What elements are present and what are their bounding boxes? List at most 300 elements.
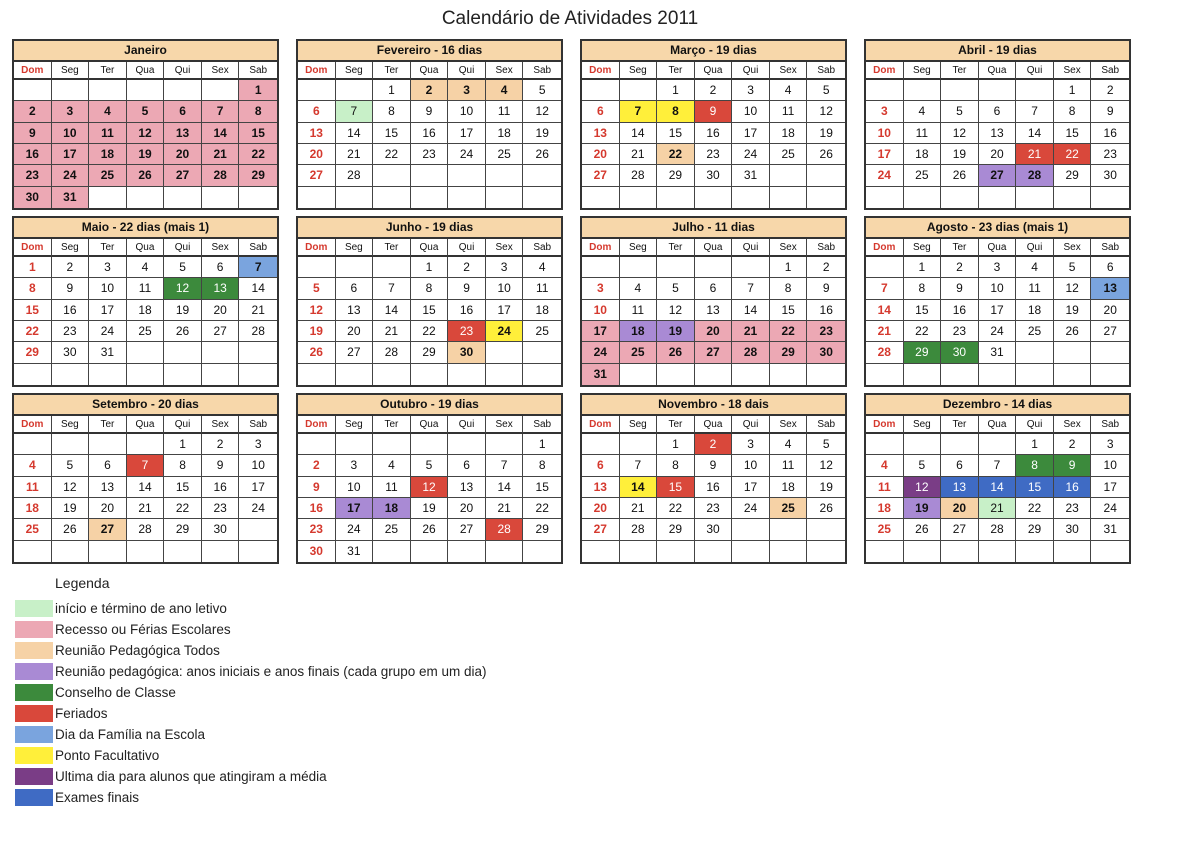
- day-cell: 1: [164, 434, 202, 455]
- day-cell: 12: [807, 455, 845, 476]
- empty-cell: [770, 519, 808, 540]
- day-cell: 7: [979, 455, 1017, 476]
- day-cell: 10: [336, 477, 374, 498]
- day-cell: 21: [336, 144, 374, 165]
- day-cell: 4: [486, 80, 524, 101]
- day-cell: 11: [127, 278, 165, 299]
- empty-cell: [582, 80, 620, 101]
- legend-item: [15, 661, 487, 682]
- day-cell: 11: [89, 123, 127, 144]
- legend-swatch: [15, 600, 53, 617]
- weekday-header: Qua: [127, 239, 165, 257]
- weekday-header: Seg: [336, 239, 374, 257]
- day-cell: 25: [14, 519, 52, 540]
- legend-items: [15, 598, 487, 808]
- day-cell: 1: [373, 80, 411, 101]
- weekday-header: Ter: [941, 239, 979, 257]
- day-cell: 4: [89, 101, 127, 122]
- day-cell: 19: [941, 144, 979, 165]
- weekday-header: Dom: [298, 62, 336, 80]
- day-cell: 4: [904, 101, 942, 122]
- day-cell: 21: [127, 498, 165, 519]
- weekday-header: Qui: [1016, 62, 1054, 80]
- weekday-header: Qua: [127, 416, 165, 434]
- empty-cell: [448, 364, 486, 385]
- empty-cell: [52, 541, 90, 562]
- day-cell: 22: [373, 144, 411, 165]
- day-cell: 16: [202, 477, 240, 498]
- legend-item: [15, 598, 487, 619]
- day-cell: 17: [239, 477, 277, 498]
- day-cell: 28: [1016, 165, 1054, 186]
- day-cell: 11: [486, 101, 524, 122]
- day-cell: 10: [732, 101, 770, 122]
- day-cell: 15: [523, 477, 561, 498]
- weekday-header: Sex: [202, 62, 240, 80]
- day-cell: 22: [523, 498, 561, 519]
- day-cell: 20: [941, 498, 979, 519]
- day-cell: 2: [411, 80, 449, 101]
- day-cell: 8: [164, 455, 202, 476]
- weekday-header: Ter: [373, 416, 411, 434]
- day-cell: 24: [866, 165, 904, 186]
- day-cell: 28: [336, 165, 374, 186]
- day-cell: 9: [1091, 101, 1129, 122]
- day-cell: 24: [448, 144, 486, 165]
- weekday-header: Seg: [904, 62, 942, 80]
- empty-cell: [866, 257, 904, 278]
- day-cell: 14: [239, 278, 277, 299]
- empty-cell: [582, 434, 620, 455]
- empty-cell: [732, 519, 770, 540]
- day-cell: 13: [202, 278, 240, 299]
- day-cell: 11: [770, 455, 808, 476]
- empty-cell: [1091, 187, 1129, 208]
- day-cell: 22: [411, 321, 449, 342]
- day-cell: 25: [770, 144, 808, 165]
- empty-cell: [620, 434, 658, 455]
- empty-cell: [523, 342, 561, 363]
- day-cell: 23: [1091, 144, 1129, 165]
- day-cell: 26: [164, 321, 202, 342]
- empty-cell: [52, 364, 90, 385]
- weekday-header: Dom: [866, 416, 904, 434]
- day-cell: 17: [732, 123, 770, 144]
- day-cell: 10: [1091, 455, 1129, 476]
- day-cell: 15: [373, 123, 411, 144]
- legend-swatch: [15, 747, 53, 764]
- weekday-header: Dom: [582, 62, 620, 80]
- day-cell: 10: [486, 278, 524, 299]
- legend-item: [15, 787, 487, 808]
- day-cell: 7: [486, 455, 524, 476]
- day-cell: 11: [866, 477, 904, 498]
- day-cell: 20: [164, 144, 202, 165]
- empty-cell: [732, 541, 770, 562]
- day-cell: 5: [411, 455, 449, 476]
- month-title: Maio - 22 dias (mais 1): [14, 218, 277, 239]
- day-cell: 26: [904, 519, 942, 540]
- month-title: Abril - 19 dias: [866, 41, 1129, 62]
- empty-cell: [411, 364, 449, 385]
- empty-cell: [695, 541, 733, 562]
- empty-cell: [373, 364, 411, 385]
- day-cell: 30: [14, 187, 52, 208]
- weekday-header: Qua: [979, 62, 1017, 80]
- day-cell: 30: [695, 165, 733, 186]
- weekday-header: Seg: [620, 239, 658, 257]
- day-cell: 22: [164, 498, 202, 519]
- day-cell: 21: [620, 144, 658, 165]
- empty-cell: [657, 364, 695, 385]
- month-title: Fevereiro - 16 dias: [298, 41, 561, 62]
- empty-cell: [89, 434, 127, 455]
- day-cell: 2: [202, 434, 240, 455]
- empty-cell: [336, 257, 374, 278]
- day-cell: 24: [582, 342, 620, 363]
- legend-item: [15, 703, 487, 724]
- empty-cell: [941, 541, 979, 562]
- month-title: Novembro - 18 dais: [582, 395, 845, 416]
- month-calendar: [864, 393, 1131, 564]
- weekday-header: Sab: [523, 62, 561, 80]
- empty-cell: [239, 541, 277, 562]
- empty-cell: [164, 80, 202, 101]
- day-cell: 14: [336, 123, 374, 144]
- day-cell: 23: [202, 498, 240, 519]
- legend-item: [15, 682, 487, 703]
- weekday-header: Sex: [1054, 239, 1092, 257]
- weekday-header: Ter: [657, 416, 695, 434]
- legend-item: [15, 766, 487, 787]
- empty-cell: [1054, 187, 1092, 208]
- day-cell: 15: [14, 300, 52, 321]
- day-cell: 27: [202, 321, 240, 342]
- day-cell: 11: [770, 101, 808, 122]
- empty-cell: [657, 541, 695, 562]
- month-grid: [582, 239, 845, 385]
- empty-cell: [695, 187, 733, 208]
- empty-cell: [582, 187, 620, 208]
- legend-label: Exames finais: [55, 790, 140, 805]
- weekday-header: Qui: [448, 416, 486, 434]
- day-cell: 27: [298, 165, 336, 186]
- day-cell: 20: [582, 144, 620, 165]
- day-cell: 10: [866, 123, 904, 144]
- day-cell: 1: [523, 434, 561, 455]
- month-calendar: [864, 39, 1131, 210]
- empty-cell: [202, 187, 240, 208]
- empty-cell: [770, 165, 808, 186]
- day-cell: 5: [807, 434, 845, 455]
- empty-cell: [1054, 364, 1092, 385]
- weekday-header: Seg: [336, 416, 374, 434]
- day-cell: 14: [486, 477, 524, 498]
- day-cell: 30: [941, 342, 979, 363]
- day-cell: 7: [732, 278, 770, 299]
- day-cell: 28: [979, 519, 1017, 540]
- day-cell: 29: [14, 342, 52, 363]
- day-cell: 24: [1091, 498, 1129, 519]
- empty-cell: [164, 364, 202, 385]
- legend-label: início e término de ano letivo: [55, 601, 227, 616]
- day-cell: 18: [620, 321, 658, 342]
- weekday-header: Seg: [52, 239, 90, 257]
- day-cell: 7: [127, 455, 165, 476]
- weekday-header: Qui: [1016, 416, 1054, 434]
- day-cell: 21: [486, 498, 524, 519]
- weekday-header: Qua: [695, 239, 733, 257]
- day-cell: 29: [1016, 519, 1054, 540]
- empty-cell: [1016, 80, 1054, 101]
- day-cell: 12: [657, 300, 695, 321]
- day-cell: 5: [523, 80, 561, 101]
- day-cell: 6: [448, 455, 486, 476]
- day-cell: 4: [866, 455, 904, 476]
- empty-cell: [904, 80, 942, 101]
- weekday-header: Seg: [904, 239, 942, 257]
- empty-cell: [336, 434, 374, 455]
- legend-item: [15, 724, 487, 745]
- day-cell: 29: [1054, 165, 1092, 186]
- day-cell: 21: [239, 300, 277, 321]
- day-cell: 5: [1054, 257, 1092, 278]
- empty-cell: [52, 80, 90, 101]
- day-cell: 23: [52, 321, 90, 342]
- day-cell: 24: [52, 165, 90, 186]
- day-cell: 21: [866, 321, 904, 342]
- empty-cell: [1054, 342, 1092, 363]
- weekday-header: Qua: [695, 62, 733, 80]
- day-cell: 8: [411, 278, 449, 299]
- weekday-header: Sex: [486, 62, 524, 80]
- day-cell: 9: [941, 278, 979, 299]
- day-cell: 20: [202, 300, 240, 321]
- empty-cell: [1091, 364, 1129, 385]
- day-cell: 11: [1016, 278, 1054, 299]
- weekday-header: Sex: [202, 416, 240, 434]
- day-cell: 28: [732, 342, 770, 363]
- day-cell: 27: [164, 165, 202, 186]
- day-cell: 18: [373, 498, 411, 519]
- empty-cell: [807, 541, 845, 562]
- day-cell: 29: [657, 165, 695, 186]
- month-title: Janeiro: [14, 41, 277, 62]
- weekday-header: Ter: [941, 416, 979, 434]
- empty-cell: [164, 342, 202, 363]
- day-cell: 12: [411, 477, 449, 498]
- day-cell: 31: [582, 364, 620, 385]
- month-grid: [866, 62, 1129, 208]
- weekday-header: Sab: [239, 62, 277, 80]
- empty-cell: [1054, 541, 1092, 562]
- day-cell: 6: [695, 278, 733, 299]
- day-cell: 16: [52, 300, 90, 321]
- weekday-header: Seg: [52, 62, 90, 80]
- weekday-header: Qui: [448, 239, 486, 257]
- day-cell: 27: [582, 519, 620, 540]
- day-cell: 31: [89, 342, 127, 363]
- day-cell: 15: [1016, 477, 1054, 498]
- weekday-header: Ter: [89, 416, 127, 434]
- day-cell: 27: [941, 519, 979, 540]
- day-cell: 7: [336, 101, 374, 122]
- day-cell: 12: [164, 278, 202, 299]
- day-cell: 23: [411, 144, 449, 165]
- day-cell: 15: [164, 477, 202, 498]
- empty-cell: [448, 165, 486, 186]
- month-grid: [14, 239, 277, 385]
- month-calendar: [12, 39, 279, 210]
- day-cell: 14: [620, 123, 658, 144]
- day-cell: 23: [941, 321, 979, 342]
- day-cell: 7: [866, 278, 904, 299]
- day-cell: 7: [620, 455, 658, 476]
- empty-cell: [14, 80, 52, 101]
- empty-cell: [904, 434, 942, 455]
- day-cell: 31: [979, 342, 1017, 363]
- legend-label: Ultima dia para alunos que atingiram a média: [55, 769, 327, 784]
- empty-cell: [373, 187, 411, 208]
- day-cell: 6: [582, 455, 620, 476]
- day-cell: 22: [904, 321, 942, 342]
- weekday-header: Qua: [979, 416, 1017, 434]
- legend-label: Reunião pedagógica: anos iniciais e anos finais (cada grupo em um dia): [55, 664, 487, 679]
- day-cell: 10: [89, 278, 127, 299]
- day-cell: 30: [298, 541, 336, 562]
- empty-cell: [620, 80, 658, 101]
- day-cell: 29: [770, 342, 808, 363]
- day-cell: 13: [336, 300, 374, 321]
- day-cell: 5: [807, 80, 845, 101]
- day-cell: 28: [373, 342, 411, 363]
- day-cell: 5: [941, 101, 979, 122]
- day-cell: 26: [807, 144, 845, 165]
- month-title: Outubro - 19 dias: [298, 395, 561, 416]
- day-cell: 21: [373, 321, 411, 342]
- legend-swatch: [15, 705, 53, 722]
- day-cell: 27: [979, 165, 1017, 186]
- empty-cell: [904, 364, 942, 385]
- empty-cell: [1091, 342, 1129, 363]
- day-cell: 21: [202, 144, 240, 165]
- day-cell: 16: [411, 123, 449, 144]
- day-cell: 13: [695, 300, 733, 321]
- day-cell: 25: [89, 165, 127, 186]
- empty-cell: [770, 187, 808, 208]
- month-grid: [298, 239, 561, 385]
- day-cell: 8: [523, 455, 561, 476]
- day-cell: 3: [448, 80, 486, 101]
- day-cell: 9: [1054, 455, 1092, 476]
- month-calendar: [296, 393, 563, 564]
- legend-swatch: [15, 621, 53, 638]
- weekday-header: Qua: [979, 239, 1017, 257]
- empty-cell: [486, 434, 524, 455]
- day-cell: 18: [89, 144, 127, 165]
- day-cell: 4: [373, 455, 411, 476]
- legend-swatch: [15, 768, 53, 785]
- day-cell: 6: [164, 101, 202, 122]
- day-cell: 24: [732, 144, 770, 165]
- weekday-header: Dom: [866, 62, 904, 80]
- empty-cell: [770, 541, 808, 562]
- day-cell: 16: [298, 498, 336, 519]
- day-cell: 31: [336, 541, 374, 562]
- empty-cell: [979, 541, 1017, 562]
- month-title: Março - 19 dias: [582, 41, 845, 62]
- legend-swatch: [15, 789, 53, 806]
- empty-cell: [239, 364, 277, 385]
- day-cell: 28: [127, 519, 165, 540]
- day-cell: 3: [732, 80, 770, 101]
- weekday-header: Dom: [582, 239, 620, 257]
- legend-item: [15, 640, 487, 661]
- day-cell: 11: [14, 477, 52, 498]
- day-cell: 4: [127, 257, 165, 278]
- empty-cell: [336, 364, 374, 385]
- day-cell: 30: [1054, 519, 1092, 540]
- empty-cell: [1091, 541, 1129, 562]
- day-cell: 6: [202, 257, 240, 278]
- weekday-header: Qui: [448, 62, 486, 80]
- day-cell: 25: [904, 165, 942, 186]
- weekday-header: Sab: [239, 239, 277, 257]
- day-cell: 14: [979, 477, 1017, 498]
- day-cell: 25: [770, 498, 808, 519]
- day-cell: 8: [14, 278, 52, 299]
- day-cell: 9: [14, 123, 52, 144]
- day-cell: 13: [941, 477, 979, 498]
- day-cell: 18: [486, 123, 524, 144]
- weekday-header: Ter: [89, 239, 127, 257]
- day-cell: 14: [1016, 123, 1054, 144]
- day-cell: 3: [336, 455, 374, 476]
- day-cell: 27: [448, 519, 486, 540]
- day-cell: 17: [1091, 477, 1129, 498]
- day-cell: 1: [1016, 434, 1054, 455]
- legend-label: Feriados: [55, 706, 108, 721]
- empty-cell: [448, 541, 486, 562]
- day-cell: 8: [657, 101, 695, 122]
- day-cell: 3: [239, 434, 277, 455]
- day-cell: 19: [411, 498, 449, 519]
- weekday-header: Sex: [1054, 416, 1092, 434]
- day-cell: 14: [373, 300, 411, 321]
- day-cell: 4: [1016, 257, 1054, 278]
- day-cell: 8: [373, 101, 411, 122]
- day-cell: 16: [14, 144, 52, 165]
- day-cell: 28: [202, 165, 240, 186]
- day-cell: 3: [89, 257, 127, 278]
- day-cell: 19: [523, 123, 561, 144]
- weekday-header: Sex: [486, 416, 524, 434]
- month-grid: [582, 62, 845, 208]
- day-cell: 29: [904, 342, 942, 363]
- day-cell: 8: [657, 455, 695, 476]
- empty-cell: [89, 187, 127, 208]
- day-cell: 12: [904, 477, 942, 498]
- day-cell: 1: [1054, 80, 1092, 101]
- month-grid: [866, 416, 1129, 562]
- day-cell: 13: [164, 123, 202, 144]
- empty-cell: [620, 187, 658, 208]
- legend-label: Conselho de Classe: [55, 685, 176, 700]
- day-cell: 1: [770, 257, 808, 278]
- day-cell: 26: [657, 342, 695, 363]
- day-cell: 18: [1016, 300, 1054, 321]
- weekday-header: Ter: [373, 62, 411, 80]
